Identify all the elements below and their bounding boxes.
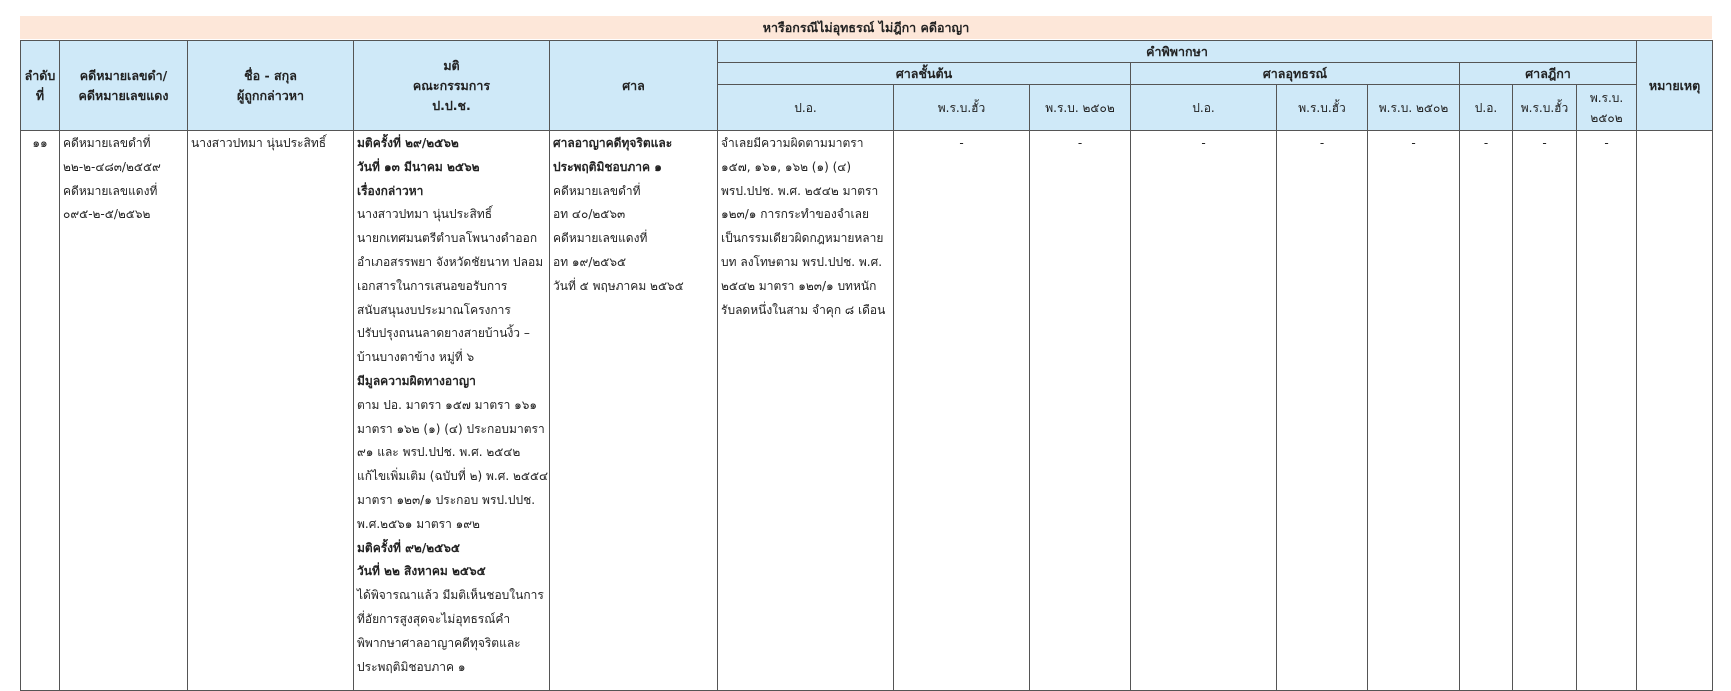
resolution-line: วันที่ ๑๓ มีนาคม ๒๕๖๒: [357, 159, 480, 174]
cell-remarks: [1637, 131, 1713, 691]
cell-resolution: [354, 131, 550, 691]
resolution-line: มาตรา ๑๖๒ (๑) (๔) ประกอบมาตรา: [357, 421, 545, 436]
resolution-line: นางสาวปทมา นุ่นประสิทธิ์: [357, 207, 493, 222]
resolution-line: ๙๑ และ พรป.ปปช. พ.ศ. ๒๕๔๒: [357, 445, 521, 460]
cell-first-criminal-code: จำเลยมีความผิดตามมาตรา ๑๕๗, ๑๖๑, ๑๖๒ (๑) (๔) พรป.ปปช. พ.ศ. ๒๕๔๒ มาตรา ๑๒๓/๑ การกระทำของจำเลย เป็นกรรมเดียวผิดกฎหมายหลาย บท ลงโทษตาม พรป.ปปช. พ.ศ. ๒๕๔๒ มาตรา ๑๒๓/๑ บทหนัก รับลดหนึ่งในสาม จำคุก ๘ เดือน: [718, 131, 894, 691]
header-accused: ชื่อ - สกุล ผู้ถูกกล่าวหา: [188, 41, 354, 131]
table-row: [21, 131, 1713, 691]
court-line: ประพฤติมิชอบภาค ๑: [553, 159, 662, 174]
header-resolution: มติ คณะกรรมการ ป.ป.ช.: [354, 41, 550, 131]
header-supreme-criminal-code: ป.อ.: [1460, 85, 1513, 131]
cell-appeal-bribery-act: -: [1277, 131, 1368, 691]
court-line: ศาลอาญาคดีทุจริตและ: [553, 136, 673, 150]
cell-supreme-criminal-code: -: [1460, 131, 1513, 691]
cell-appeal-act-2502: -: [1368, 131, 1460, 691]
cell-seq: ๑๑: [21, 131, 60, 691]
cell-first-bribery-act: -: [894, 131, 1030, 691]
resolution-line: มาตรา ๑๒๓/๑ ประกอบ พรป.ปปช.: [357, 492, 536, 507]
header-supreme-bribery-act: พ.ร.บ.ฮั้ว: [1513, 85, 1577, 131]
resolution-line: สนับสนุนงบประมาณโครงการ: [357, 302, 511, 317]
resolution-line: วันที่ ๒๒ สิงหาคม ๒๕๖๕: [357, 564, 486, 579]
header-first-act-2502: พ.ร.บ. ๒๕๐๒: [1030, 85, 1131, 131]
cell-first-act-2502: -: [1030, 131, 1131, 691]
resolution-line: บ้านบางตาข้าง หมู่ที่ ๖: [357, 350, 475, 365]
resolution-line: ตาม ปอ. มาตรา ๑๕๗ มาตรา ๑๖๑: [357, 397, 537, 412]
resolution-line: มีมูลความผิดทางอาญา: [357, 373, 476, 388]
resolution-line: พ.ศ.๒๕๖๑ มาตรา ๑๙๒: [357, 516, 480, 531]
resolution-line: มติครั้งที่ ๒๙/๒๕๖๒: [357, 136, 459, 150]
header-first-bribery-act: พ.ร.บ.ฮั้ว: [894, 85, 1030, 131]
header-appeal-criminal-code: ป.อ.: [1131, 85, 1277, 131]
header-remarks: หมายเหตุ: [1637, 41, 1713, 131]
header-court: ศาล: [550, 41, 718, 131]
cell-supreme-bribery-act: -: [1513, 131, 1577, 691]
header-appeal: ศาลอุทธรณ์: [1131, 63, 1460, 85]
court-line: คดีหมายเลขดำที่: [553, 183, 641, 198]
header-case-number: คดีหมายเลขดำ/ คดีหมายเลขแดง: [60, 41, 188, 131]
cell-accused: นางสาวปทมา นุ่นประสิทธิ์: [188, 131, 354, 691]
resolution-line: มติครั้งที่ ๙๒/๒๕๖๕: [357, 540, 460, 555]
header-supreme: ศาลฎีกา: [1460, 63, 1637, 85]
header-judgment: คำพิพากษา: [718, 41, 1637, 63]
resolution-line: เอกสารในการเสนอขอรับการ: [357, 278, 508, 293]
resolution-line: อำเภอสรรพยา จังหวัดชัยนาท ปลอม: [357, 254, 544, 269]
header-appeal-act-2502: พ.ร.บ. ๒๕๐๒: [1368, 85, 1460, 131]
court-line: วันที่ ๕ พฤษภาคม ๒๕๖๕: [553, 278, 684, 293]
case-table: [20, 40, 1713, 691]
resolution-line: ปรับปรุงถนนลาดยางสายบ้านงิ้ว –: [357, 326, 530, 341]
header-first-instance: ศาลชั้นต้น: [718, 63, 1131, 85]
resolution-line: เรื่องกล่าวหา: [357, 183, 424, 198]
resolution-line: ที่อัยการสูงสุดจะไม่อุทธรณ์คำ: [357, 611, 511, 626]
court-line: คดีหมายเลขแดงที่: [553, 231, 648, 246]
header-seq: ลำดับ ที่: [21, 41, 60, 131]
resolution-line: พิพากษาศาลอาญาคดีทุจริตและ: [357, 635, 521, 650]
resolution-line: นายกเทศมนตรีตำบลโพนางดำออก: [357, 231, 538, 246]
cell-court: [550, 131, 718, 691]
court-line: อท ๑๙/๒๕๖๕: [553, 254, 627, 269]
court-line: อท ๔๐/๒๕๖๓: [553, 207, 626, 222]
header-supreme-act-2502: พ.ร.บ. ๒๕๐๒: [1577, 85, 1637, 131]
cell-appeal-criminal-code: -: [1131, 131, 1277, 691]
cell-supreme-act-2502: -: [1577, 131, 1637, 691]
header-first-criminal-code: ป.อ.: [718, 85, 894, 131]
cell-case-number: คดีหมายเลขดำที่ ๒๒-๒-๔๘๓/๒๕๕๙ คดีหมายเลขแดงที่ ๐๙๕-๒-๕/๒๕๖๒: [60, 131, 188, 691]
resolution-line: ได้พิจารณาแล้ว มีมติเห็นชอบในการ: [357, 588, 544, 603]
header-appeal-bribery-act: พ.ร.บ.ฮั้ว: [1277, 85, 1368, 131]
resolution-line: ประพฤติมิชอบภาค ๑: [357, 659, 466, 674]
banner-title: หารือกรณีไม่อุทธรณ์ ไม่ฎีกา คดีอาญา: [20, 16, 1712, 39]
resolution-line: แก้ไขเพิ่มเติม (ฉบับที่ ๒) พ.ศ. ๒๕๕๔: [357, 469, 549, 484]
